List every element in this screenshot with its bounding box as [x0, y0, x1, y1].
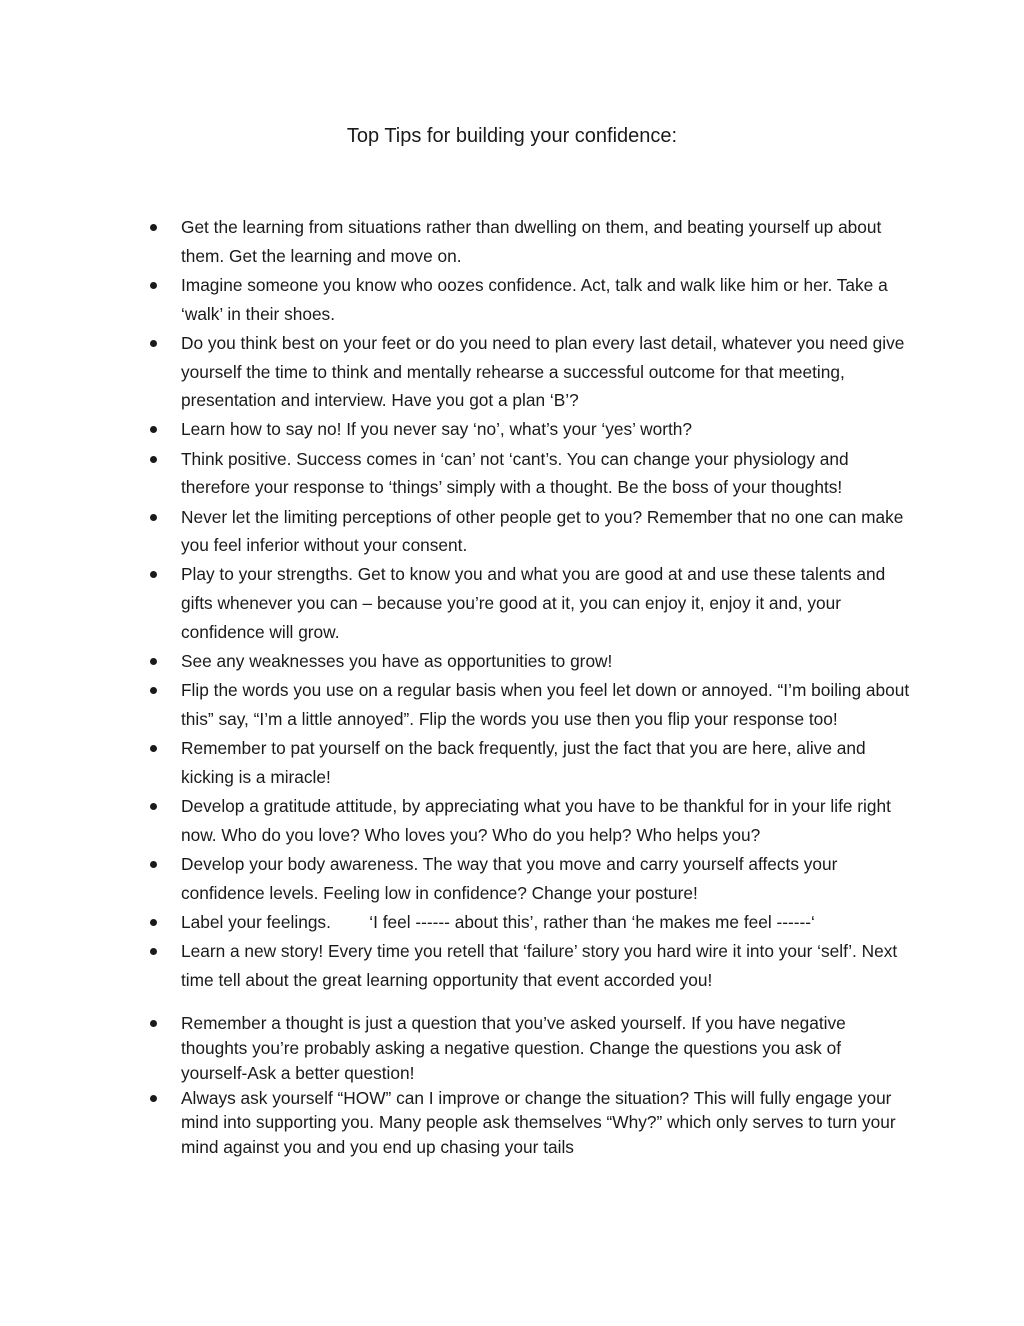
bullet-icon	[150, 1020, 157, 1027]
list-item	[150, 271, 910, 328]
bullet-icon	[150, 948, 157, 955]
list-item	[150, 647, 910, 676]
tips-list	[150, 213, 910, 1160]
tip-text: Remember to pat yourself on the back frequently, just the fact that you are here, alive and kicking is a miracle!	[181, 738, 866, 787]
bullet-icon	[150, 340, 157, 347]
tip-text: Get the learning from situations rather than dwelling on them, and beating yourself up about them. Get the learning and move on.	[181, 217, 882, 266]
bullet-icon	[150, 282, 157, 289]
list-item	[150, 415, 910, 444]
tip-text: Never let the limiting perceptions of other people get to you? Remember that no one can make you feel inferior without your consent.	[181, 506, 904, 556]
list-item	[150, 213, 910, 270]
list-item	[150, 792, 910, 849]
bullet-icon	[150, 658, 157, 665]
tip-text: Always ask yourself “HOW” can I improve or change the situation? This will fully engage your mind into supporting you. Many people ask themselves “Why?” which only serves to turn your mind against you and you end up chasing your tails	[181, 1087, 896, 1157]
bullet-icon	[150, 803, 157, 810]
bullet-icon	[150, 426, 157, 433]
list-item	[150, 445, 910, 502]
bullet-icon	[150, 224, 157, 231]
tip-text: Label your feelings. ‘I feel ------ about this’, rather than ‘he makes me feel ------‘	[181, 911, 815, 932]
bullet-icon	[150, 861, 157, 868]
bullet-icon	[150, 514, 157, 521]
tip-text: Flip the words you use on a regular basis when you feel let down or annoyed. “I’m boiling about this” say, “I’m a little annoyed”. Flip the words you use then you flip your response too!	[181, 680, 910, 729]
tip-text: Remember a thought is just a question that you’ve asked yourself. If you have negative thoughts you’re probably asking a negative question. Change the questions you ask of yourself-Ask a better question!	[181, 1013, 846, 1083]
bullet-icon	[150, 919, 157, 926]
bullet-icon	[150, 571, 157, 578]
tip-text: Play to your strengths. Get to know you and what you are good at and use these talents and gifts whenever you can – because you’re good at it, you can enjoy it, enjoy it and, your confidence will grow.	[181, 564, 886, 642]
tip-text: Learn how to say no! If you never say ‘no’, what’s your ‘yes’ worth?	[181, 419, 693, 440]
document-title: Top Tips for building your confidence:	[346, 125, 678, 147]
tip-text: Think positive. Success comes in ‘can’ not ‘cant’s. You can change your physiology and therefore your response to ‘things’ simply with a thought. Be the boss of your thoughts!	[181, 448, 849, 498]
tip-text: Learn a new story! Every time you retell that ‘failure’ story you hard wire it into your ‘self’. Next time tell about the great learning opportunity that event accorded you!	[181, 941, 898, 990]
bullet-icon	[150, 456, 157, 463]
tip-text: Develop a gratitude attitude, by appreciating what you have to be thankful for in your life right now. Who do you love? Who loves you? Who do you help? Who helps you?	[181, 796, 891, 845]
bullet-icon	[150, 687, 157, 694]
list-item	[150, 937, 910, 994]
list-item	[150, 734, 910, 791]
tip-text: Imagine someone you know who oozes confidence. Act, talk and walk like him or her. Take a ‘walk’ in their shoes.	[181, 274, 888, 324]
tip-text: See any weaknesses you have as opportunities to grow!	[181, 651, 613, 672]
list-item	[150, 850, 910, 907]
bullet-icon	[150, 745, 157, 752]
list-item	[150, 560, 910, 646]
list-item	[150, 1011, 910, 1085]
list-item	[150, 503, 910, 560]
list-item	[150, 908, 910, 937]
list-item	[150, 329, 910, 415]
tip-text: Develop your body awareness. The way that you move and carry yourself affects your confidence levels. Feeling low in confidence? Change your posture!	[181, 853, 838, 903]
tip-text: Do you think best on your feet or do you need to plan every last detail, whatever you need give yourself the time to think and mentally rehearse a successful outcome for that meeting, presentation and interview. Have you got a plan ‘B’?	[181, 332, 905, 411]
bullet-icon	[150, 1095, 157, 1102]
list-item	[150, 676, 910, 733]
list-item	[150, 1086, 910, 1160]
